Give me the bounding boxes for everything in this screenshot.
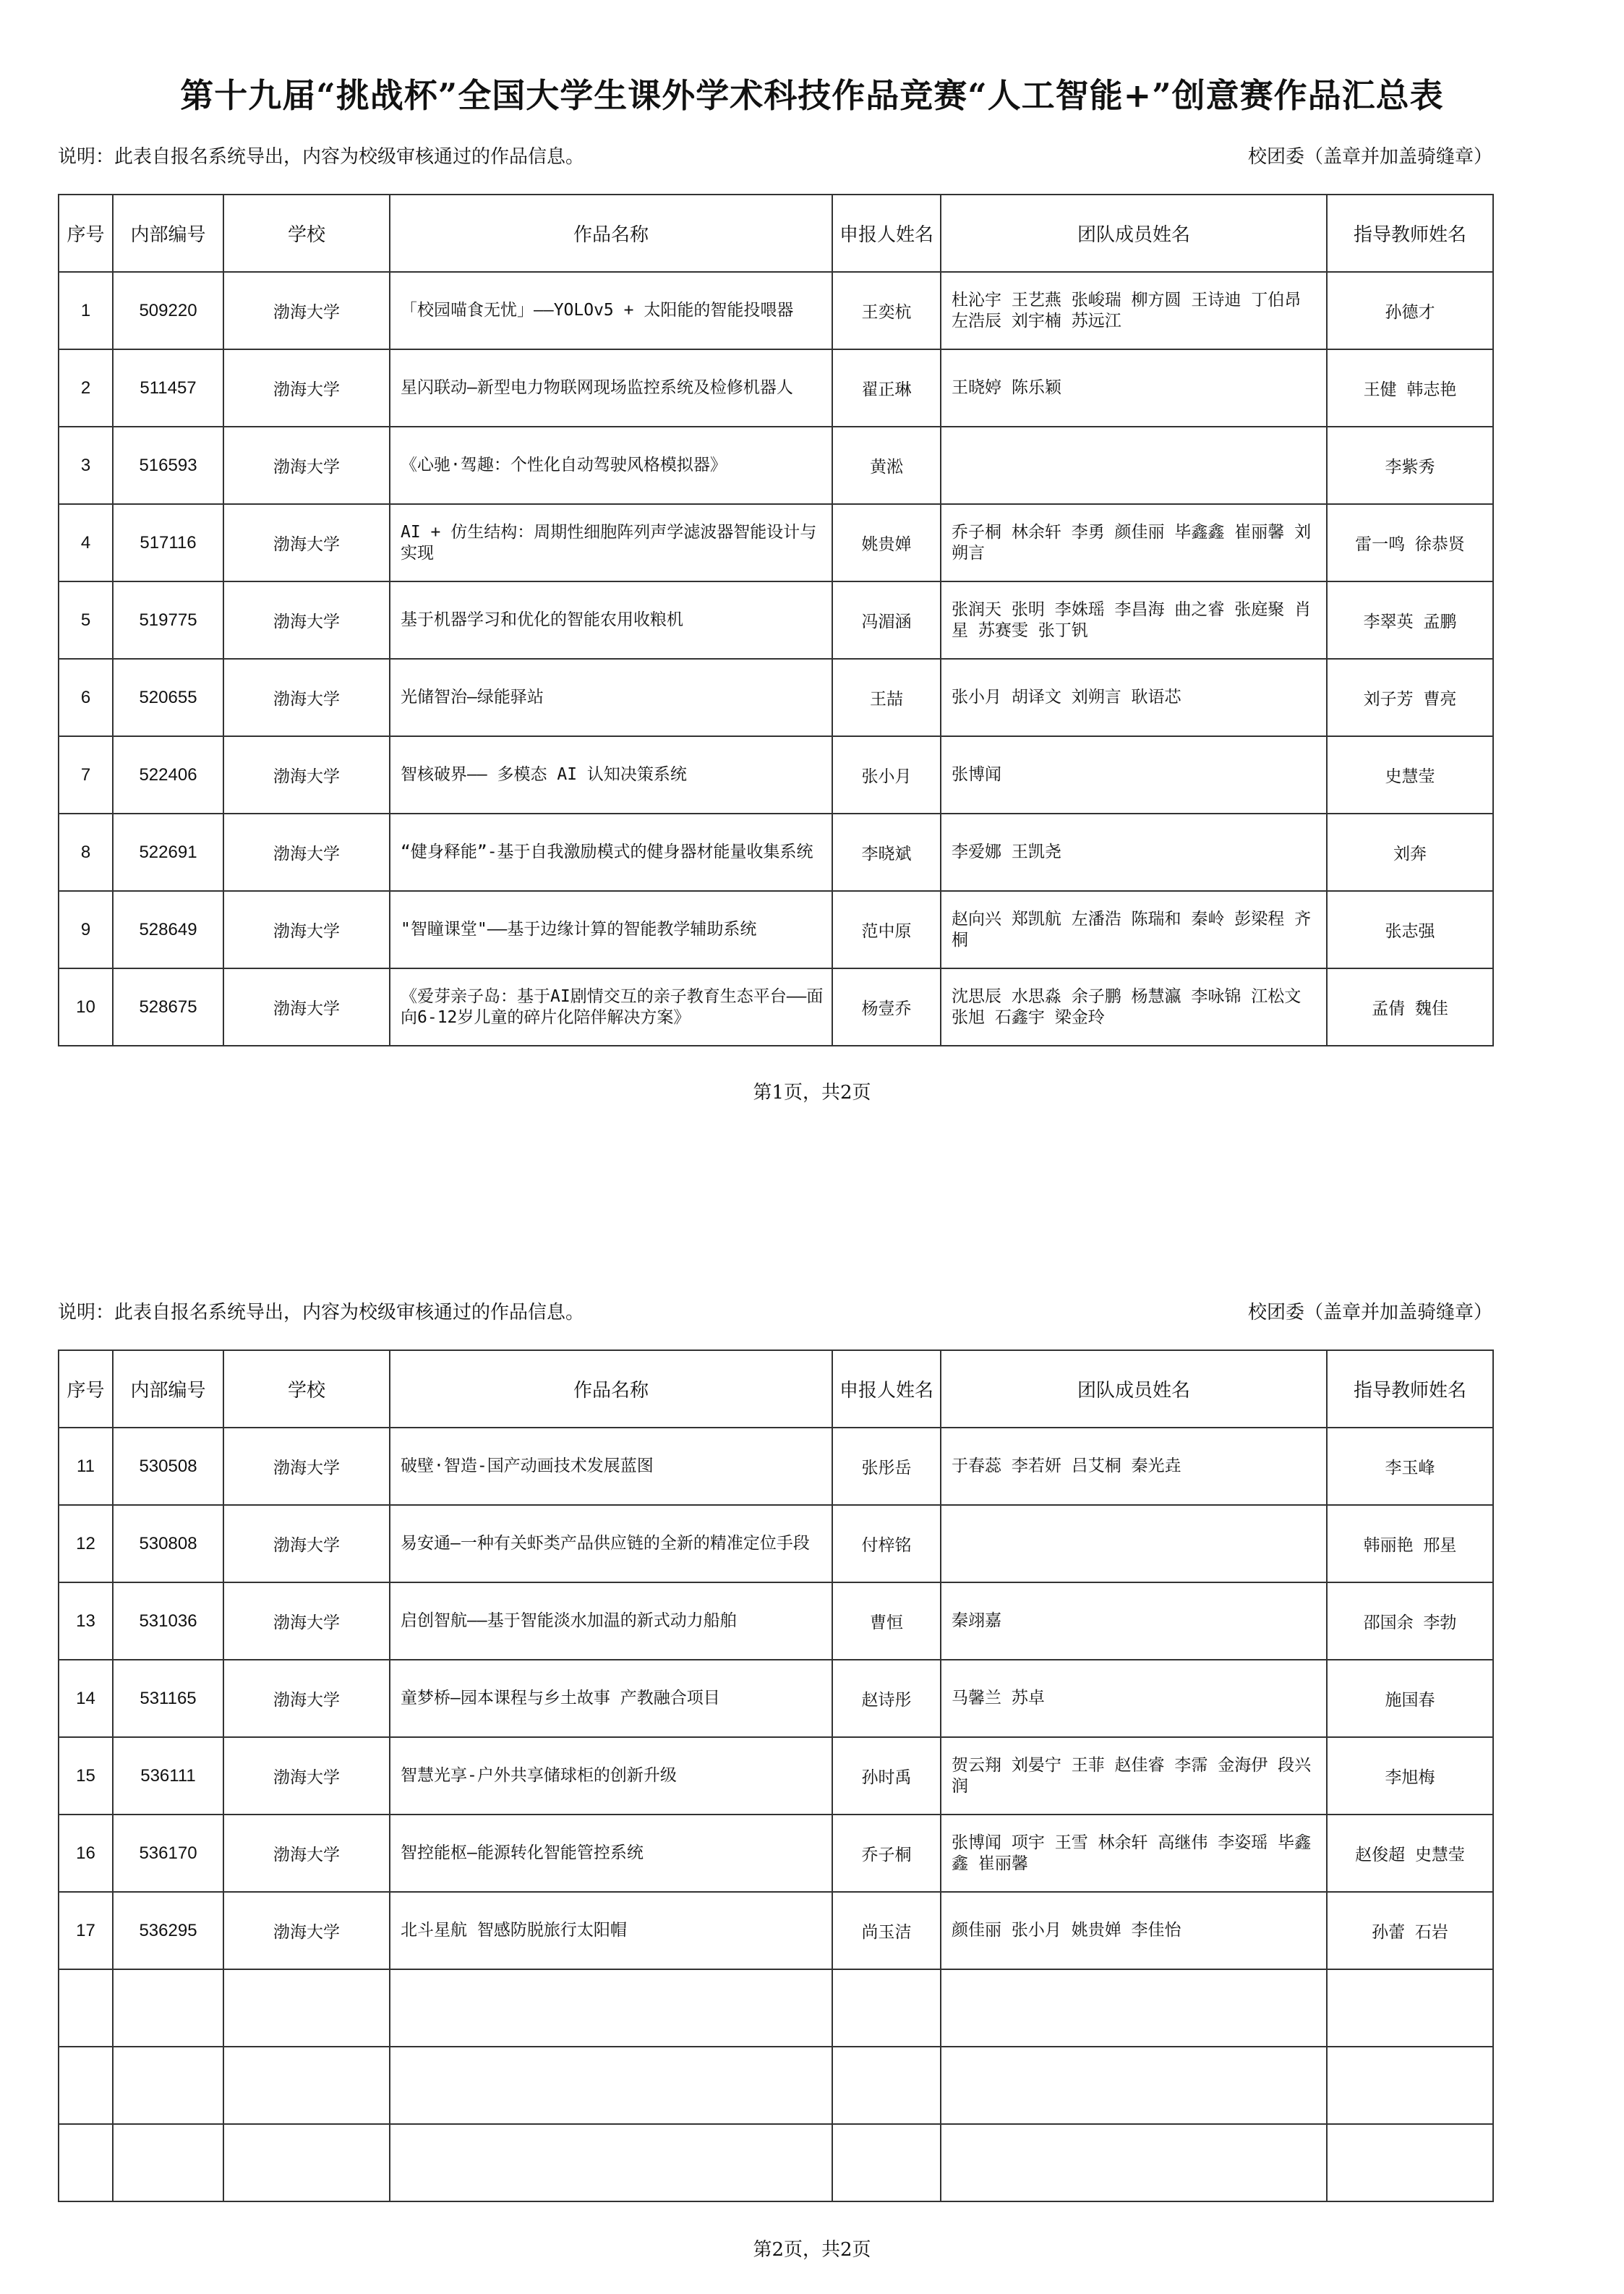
header-members: 团队成员姓名 (941, 195, 1327, 272)
cell-work: 智控能枢—能源转化智能管控系统 (390, 1815, 832, 1892)
cell-no: 16 (59, 1815, 113, 1892)
cell-members: 张润天 张明 李姝瑶 李昌海 曲之睿 张庭聚 肖星 苏赛雯 张丁钒 (941, 581, 1327, 659)
cell-advisors (1327, 2124, 1493, 2201)
table-row (59, 1892, 1493, 1969)
table-row (59, 1428, 1493, 1505)
cell-advisors (1327, 1969, 1493, 2047)
cell-code: 509220 (113, 272, 223, 349)
cell-work: AI + 仿生结构：周期性细胞阵列声学滤波器智能设计与实现 (390, 504, 832, 581)
cell-applicant (832, 2124, 941, 2201)
cell-advisors: 韩丽艳 邢星 (1327, 1505, 1493, 1582)
header-applicant: 申报人姓名 (832, 1350, 941, 1428)
cell-members: 沈思辰 水思淼 余子鹏 杨慧瀛 李咏锦 江松文 张旭 石鑫宇 梁金玲 (941, 968, 1327, 1046)
cell-applicant: 翟正琳 (832, 349, 941, 427)
header-advisors: 指导教师姓名 (1327, 1350, 1493, 1428)
table-row (59, 504, 1493, 581)
cell-code: 530808 (113, 1505, 223, 1582)
cell-applicant: 范中原 (832, 891, 941, 968)
table-row (59, 2124, 1493, 2201)
cell-no: 10 (59, 968, 113, 1046)
cell-members (941, 1969, 1327, 2047)
header-members: 团队成员姓名 (941, 1350, 1327, 1428)
table-row (59, 1815, 1493, 1892)
cell-applicant: 黄淞 (832, 427, 941, 504)
table-row (59, 1969, 1493, 2047)
cell-work: “健身释能”-基于自我激励模式的健身器材能量收集系统 (390, 814, 832, 891)
cell-advisors: 李玉峰 (1327, 1428, 1493, 1505)
cell-work: 童梦桥—园本课程与乡土故事 产教融合项目 (390, 1660, 832, 1737)
cell-school: 渤海大学 (223, 736, 390, 814)
cell-applicant: 杨壹乔 (832, 968, 941, 1046)
cell-members: 张博闻 项宇 王雪 林余轩 高继伟 李姿瑶 毕鑫鑫 崔丽馨 (941, 1815, 1327, 1892)
cell-school: 渤海大学 (223, 1505, 390, 1582)
table-row (59, 814, 1493, 891)
cell-applicant: 赵诗彤 (832, 1660, 941, 1737)
cell-no: 8 (59, 814, 113, 891)
works-table-page-1 (58, 194, 1494, 1046)
cell-work: 《心驰·驾趣：个性化自动驾驶风格模拟器》 (390, 427, 832, 504)
cell-applicant: 付梓铭 (832, 1505, 941, 1582)
cell-advisors: 施国春 (1327, 1660, 1493, 1737)
cell-no: 14 (59, 1660, 113, 1737)
cell-members (941, 2124, 1327, 2201)
cell-code: 536111 (113, 1737, 223, 1815)
cell-code: 511457 (113, 349, 223, 427)
cell-members: 张博闻 (941, 736, 1327, 814)
cell-advisors: 孙德才 (1327, 272, 1493, 349)
cell-members (941, 2047, 1327, 2124)
header-no: 序号 (59, 1350, 113, 1428)
cell-work: 启创智航——基于智能淡水加温的新式动力船舶 (390, 1582, 832, 1660)
cell-no: 5 (59, 581, 113, 659)
cell-members: 于春蕊 李若妍 吕艾桐 秦光垚 (941, 1428, 1327, 1505)
table-header-row (59, 195, 1493, 272)
cell-code: 528675 (113, 968, 223, 1046)
cell-advisors: 李旭梅 (1327, 1737, 1493, 1815)
cell-applicant: 冯湄涵 (832, 581, 941, 659)
header-school: 学校 (223, 195, 390, 272)
table-row (59, 1582, 1493, 1660)
cell-work: 「校园喵食无忧」——YOLOv5 + 太阳能的智能投喂器 (390, 272, 832, 349)
table-body-page-1 (59, 272, 1493, 1046)
header-code: 内部编号 (113, 195, 223, 272)
cell-work (390, 1969, 832, 2047)
cell-advisors: 刘奔 (1327, 814, 1493, 891)
cell-school: 渤海大学 (223, 1815, 390, 1892)
cell-code: 517116 (113, 504, 223, 581)
cell-school (223, 2047, 390, 2124)
cell-school: 渤海大学 (223, 504, 390, 581)
cell-school: 渤海大学 (223, 659, 390, 736)
cell-no: 17 (59, 1892, 113, 1969)
cell-code: 522406 (113, 736, 223, 814)
cell-code: 519775 (113, 581, 223, 659)
note-text: 说明：此表自报名系统导出，内容为校级审核通过的作品信息。 (58, 1302, 585, 1323)
cell-code: 536170 (113, 1815, 223, 1892)
cell-school (223, 2124, 390, 2201)
cell-advisors: 赵俊超 史慧莹 (1327, 1815, 1493, 1892)
cell-no: 6 (59, 659, 113, 736)
cell-no (59, 2124, 113, 2201)
table-row (59, 736, 1493, 814)
cell-members: 秦翊嘉 (941, 1582, 1327, 1660)
cell-applicant: 王喆 (832, 659, 941, 736)
cell-work: 《爱芽亲子岛：基于AI剧情交互的亲子教育生态平台——面向6-12岁儿童的碎片化陪伴解决方案》 (390, 968, 832, 1046)
note-text: 说明：此表自报名系统导出，内容为校级审核通过的作品信息。 (58, 146, 585, 168)
header-no: 序号 (59, 195, 113, 272)
cell-code (113, 1969, 223, 2047)
cell-advisors: 李紫秀 (1327, 427, 1493, 504)
table-header-row (59, 1350, 1493, 1428)
cell-code: 516593 (113, 427, 223, 504)
cell-code: 530508 (113, 1428, 223, 1505)
cell-work: 星闪联动—新型电力物联网现场监控系统及检修机器人 (390, 349, 832, 427)
cell-no: 9 (59, 891, 113, 968)
cell-applicant: 王奕杭 (832, 272, 941, 349)
table-row (59, 891, 1493, 968)
cell-applicant: 姚贵婵 (832, 504, 941, 581)
cell-advisors: 邵国余 李勃 (1327, 1582, 1493, 1660)
table-row (59, 1737, 1493, 1815)
cell-advisors: 孟倩 魏佳 (1327, 968, 1493, 1046)
table-row (59, 1660, 1493, 1737)
cell-applicant: 曹恒 (832, 1582, 941, 1660)
cell-advisors: 刘子芳 曹亮 (1327, 659, 1493, 736)
cell-no: 3 (59, 427, 113, 504)
cell-no: 12 (59, 1505, 113, 1582)
cell-work: 易安通—一种有关虾类产品供应链的全新的精准定位手段 (390, 1505, 832, 1582)
header-work: 作品名称 (390, 195, 832, 272)
cell-school: 渤海大学 (223, 1660, 390, 1737)
cell-school: 渤海大学 (223, 1737, 390, 1815)
header-school: 学校 (223, 1350, 390, 1428)
cell-code (113, 2047, 223, 2124)
header-advisors: 指导教师姓名 (1327, 195, 1493, 272)
cell-advisors: 王健 韩志艳 (1327, 349, 1493, 427)
table-row (59, 659, 1493, 736)
cell-advisors: 史慧莹 (1327, 736, 1493, 814)
cell-members: 张小月 胡译文 刘朔言 耿语芯 (941, 659, 1327, 736)
cell-applicant: 尚玉洁 (832, 1892, 941, 1969)
cell-no: 1 (59, 272, 113, 349)
cell-school: 渤海大学 (223, 427, 390, 504)
cell-work (390, 2047, 832, 2124)
cell-no: 11 (59, 1428, 113, 1505)
table-row (59, 968, 1493, 1046)
cell-no: 15 (59, 1737, 113, 1815)
cell-no (59, 1969, 113, 2047)
cell-no: 4 (59, 504, 113, 581)
cell-school: 渤海大学 (223, 1428, 390, 1505)
cell-work: 光储智治—绿能驿站 (390, 659, 832, 736)
page-footer-2: 第2页，共2页 (753, 2239, 871, 2261)
cell-applicant: 张小月 (832, 736, 941, 814)
cell-no (59, 2047, 113, 2124)
cell-school: 渤海大学 (223, 891, 390, 968)
cell-advisors (1327, 2047, 1493, 2124)
cell-work: 北斗星航 智感防脱旅行太阳帽 (390, 1892, 832, 1969)
cell-work: "智瞳课堂"——基于边缘计算的智能教学辅助系统 (390, 891, 832, 968)
cell-advisors: 李翠英 孟鹏 (1327, 581, 1493, 659)
cell-advisors: 孙蕾 石岩 (1327, 1892, 1493, 1969)
table-row (59, 1505, 1493, 1582)
cell-no: 13 (59, 1582, 113, 1660)
header-code: 内部编号 (113, 1350, 223, 1428)
cell-code: 536295 (113, 1892, 223, 1969)
cell-members: 贺云翔 刘晏宁 王菲 赵佳睿 李霈 金海伊 段兴润 (941, 1737, 1327, 1815)
cell-work: 智核破界—— 多模态 AI 认知决策系统 (390, 736, 832, 814)
cell-work: 基于机器学习和优化的智能农用收粮机 (390, 581, 832, 659)
cell-no: 2 (59, 349, 113, 427)
cell-members: 颜佳丽 张小月 姚贵婵 李佳怡 (941, 1892, 1327, 1969)
cell-school (223, 1969, 390, 2047)
cell-work: 智慧光享-户外共享储球柜的创新升级 (390, 1737, 832, 1815)
cell-no: 7 (59, 736, 113, 814)
cell-applicant: 张彤岳 (832, 1428, 941, 1505)
cell-applicant (832, 2047, 941, 2124)
cell-school: 渤海大学 (223, 1582, 390, 1660)
cell-applicant (832, 1969, 941, 2047)
cell-members: 马馨兰 苏卓 (941, 1660, 1327, 1737)
table-row (59, 427, 1493, 504)
table-row (59, 581, 1493, 659)
cell-school: 渤海大学 (223, 272, 390, 349)
table-row (59, 349, 1493, 427)
table-row (59, 272, 1493, 349)
cell-members: 李爱娜 王凯尧 (941, 814, 1327, 891)
seal-note: 校团委（盖章并加盖骑缝章） (1247, 146, 1492, 168)
cell-work (390, 2124, 832, 2201)
cell-code: 522691 (113, 814, 223, 891)
table-body-page-2 (59, 1428, 1493, 2201)
cell-code: 531036 (113, 1582, 223, 1660)
cell-members (941, 427, 1327, 504)
document-title: 第十九届“挑战杯”全国大学生课外学术科技作品竞赛“人工智能+”创意赛作品汇总表 (180, 76, 1444, 115)
cell-members: 赵向兴 郑凯航 左潘浩 陈瑞和 秦岭 彭梁程 齐桐 (941, 891, 1327, 968)
table-row (59, 2047, 1493, 2124)
header-work: 作品名称 (390, 1350, 832, 1428)
cell-code: 520655 (113, 659, 223, 736)
cell-members: 杜沁宇 王艺燕 张峻瑞 柳方圆 王诗迪 丁伯昂 左浩辰 刘宇楠 苏远江 (941, 272, 1327, 349)
cell-applicant: 乔子桐 (832, 1815, 941, 1892)
cell-code (113, 2124, 223, 2201)
cell-members (941, 1505, 1327, 1582)
works-table-page-2 (58, 1349, 1494, 2202)
page-footer-1: 第1页，共2页 (753, 1082, 871, 1104)
cell-school: 渤海大学 (223, 1892, 390, 1969)
cell-advisors: 雷一鸣 徐恭贤 (1327, 504, 1493, 581)
cell-school: 渤海大学 (223, 581, 390, 659)
cell-members: 王晓婷 陈乐颖 (941, 349, 1327, 427)
seal-note: 校团委（盖章并加盖骑缝章） (1247, 1302, 1492, 1323)
cell-school: 渤海大学 (223, 968, 390, 1046)
cell-code: 531165 (113, 1660, 223, 1737)
cell-school: 渤海大学 (223, 814, 390, 891)
cell-school: 渤海大学 (223, 349, 390, 427)
cell-members: 乔子桐 林余轩 李勇 颜佳丽 毕鑫鑫 崔丽馨 刘朔言 (941, 504, 1327, 581)
cell-applicant: 孙时禹 (832, 1737, 941, 1815)
cell-applicant: 李晓斌 (832, 814, 941, 891)
header-applicant: 申报人姓名 (832, 195, 941, 272)
cell-code: 528649 (113, 891, 223, 968)
cell-advisors: 张志强 (1327, 891, 1493, 968)
cell-work: 破壁·智造-国产动画技术发展蓝图 (390, 1428, 832, 1505)
